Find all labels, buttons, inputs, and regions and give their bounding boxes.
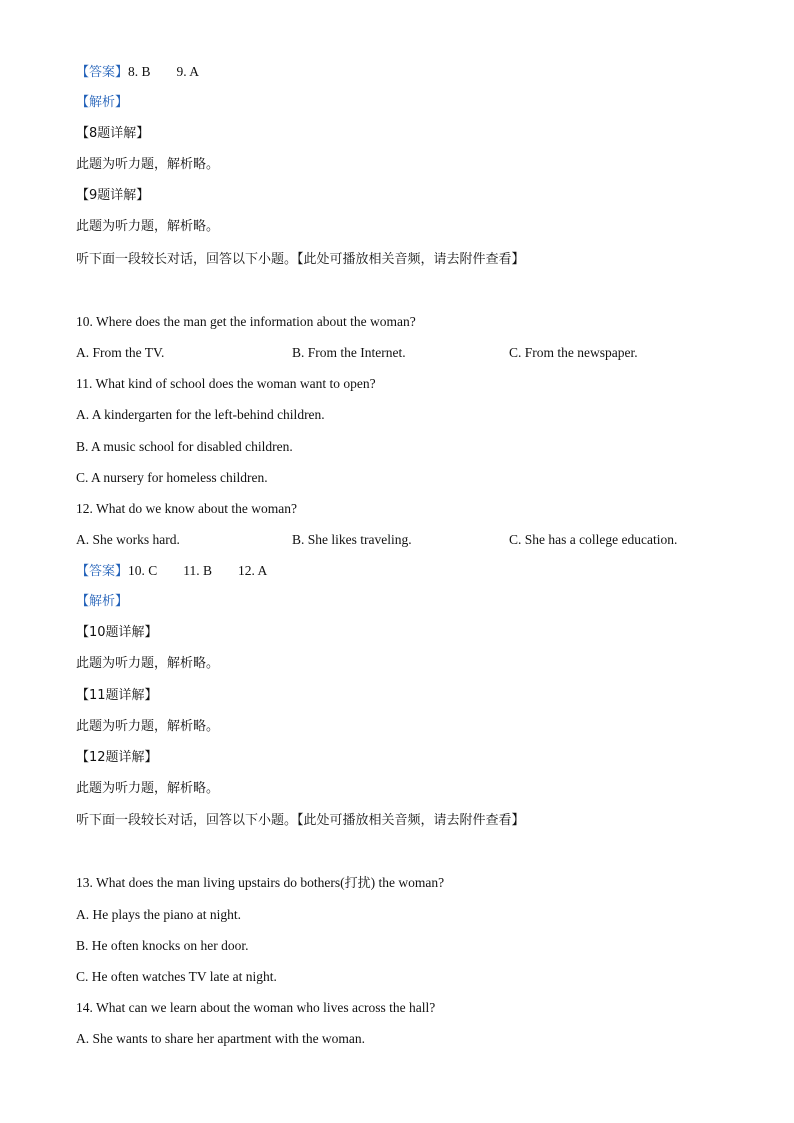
answer-tag: 【答案】	[76, 564, 129, 579]
answer-line-8-9	[76, 61, 199, 83]
question-13-stem	[76, 872, 444, 894]
option-14-a: A. She wants to share her apartment with the woman.	[76, 1031, 366, 1046]
question-10-options	[76, 342, 716, 364]
answer-10: 10. C	[128, 563, 158, 578]
question-13-stem-pre: 13. What does the man living upstairs do bothers(	[76, 875, 345, 890]
option-12-c: C. She has a college education.	[509, 532, 678, 547]
detail-heading-12: 【12题详解】	[76, 750, 158, 765]
option-11-b: B. A music school for disabled children.	[76, 439, 293, 454]
question-10-stem: 10. Where does the man get the information about the woman?	[76, 314, 416, 329]
option-11-c: C. A nursery for homeless children.	[76, 470, 268, 485]
question-12-stem: 12. What do we know about the woman?	[76, 501, 297, 516]
detail-text-11: 此题为听力题，解析略。	[76, 719, 220, 734]
answer-9: 9. A	[176, 64, 200, 79]
answer-11: 11. B	[183, 563, 213, 578]
answer-8: 8. B	[128, 64, 151, 79]
option-13-c: C. He often watches TV late at night.	[76, 969, 277, 984]
detail-text-10: 此题为听力题，解析略。	[76, 656, 220, 671]
analysis-tag: 【解析】	[76, 95, 129, 110]
option-10-a: A. From the TV.	[76, 345, 165, 360]
option-10-b: B. From the Internet.	[292, 345, 406, 360]
option-13-b: B. He often knocks on her door.	[76, 938, 249, 953]
option-10-c: C. From the newspaper.	[509, 345, 638, 360]
question-11-stem: 11. What kind of school does the woman want to open?	[76, 376, 376, 391]
option-13-a: A. He plays the piano at night.	[76, 907, 241, 922]
listening-instruction: 听下面一段较长对话，回答以下小题。【此处可播放相关音频，请去附件查看】	[76, 252, 525, 267]
detail-heading-9: 【9题详解】	[76, 188, 150, 203]
detail-heading-10: 【10题详解】	[76, 625, 158, 640]
option-12-a: A. She works hard.	[76, 532, 180, 547]
detail-text-9: 此题为听力题，解析略。	[76, 219, 220, 234]
question-13-stem-cn: 打扰	[344, 876, 371, 891]
answer-12: 12. A	[238, 563, 268, 578]
detail-text-8: 此题为听力题，解析略。	[76, 157, 220, 172]
answer-tag: 【答案】	[76, 65, 129, 80]
detail-heading-11: 【11题详解】	[76, 688, 158, 703]
question-12-options	[76, 529, 716, 551]
answer-line-10-12	[76, 560, 267, 582]
detail-text-12: 此题为听力题，解析略。	[76, 781, 220, 796]
analysis-tag: 【解析】	[76, 594, 129, 609]
detail-heading-8: 【8题详解】	[76, 126, 150, 141]
question-13-stem-post: ) the woman?	[370, 875, 445, 890]
listening-instruction: 听下面一段较长对话，回答以下小题。【此处可播放相关音频，请去附件查看】	[76, 813, 525, 828]
option-11-a: A. A kindergarten for the left-behind children.	[76, 407, 325, 422]
option-12-b: B. She likes traveling.	[292, 532, 412, 547]
question-14-stem: 14. What can we learn about the woman who lives across the hall?	[76, 1000, 436, 1015]
